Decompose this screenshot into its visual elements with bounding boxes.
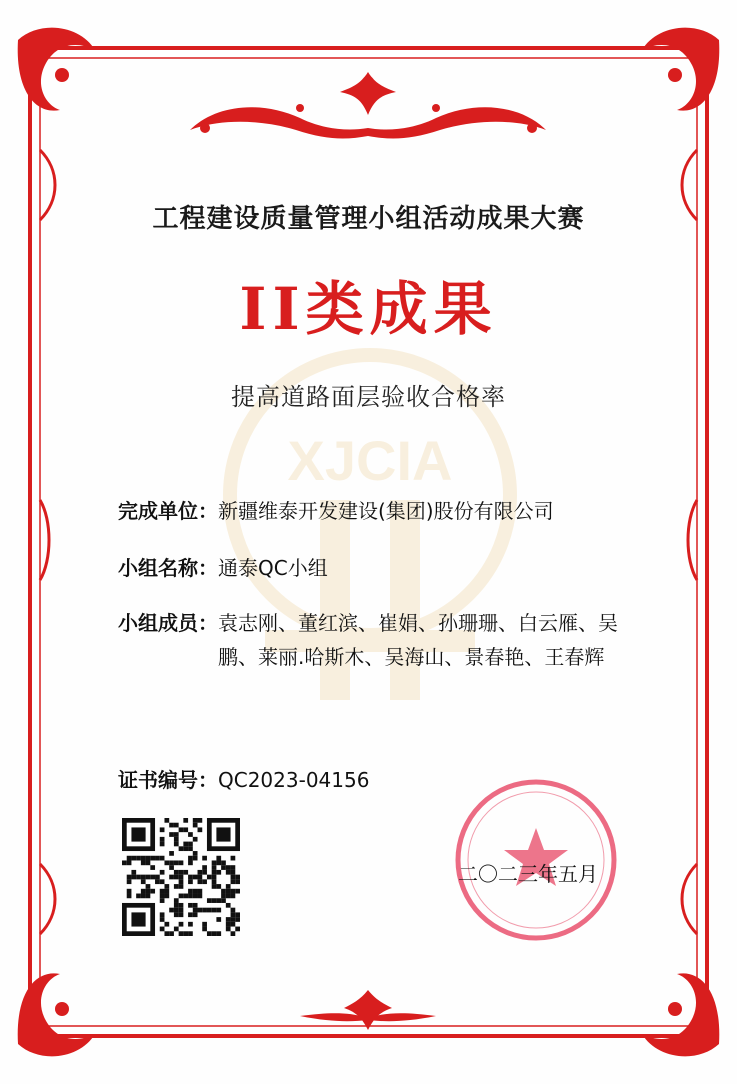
certificate-number-row — [118, 764, 369, 793]
group-name-label: 小组名称： — [118, 556, 218, 580]
completion-unit-label: 完成单位： — [118, 499, 218, 523]
certificate-number-label: 证书编号： — [118, 768, 218, 792]
members-row — [118, 606, 618, 674]
members-line-1: 袁志刚、董红滨、崔娟、孙珊珊、白云雁、吴 — [218, 611, 618, 635]
watermark-text: XJCIA — [287, 429, 453, 492]
certificate-title: 工程建设质量管理小组活动成果大赛 — [152, 204, 585, 234]
award-level: II类成果 — [239, 275, 498, 343]
members-line-2: 鹏、莱丽.哈斯木、吴海山、景春艳、王春辉 — [218, 645, 605, 669]
completion-unit-row — [118, 495, 554, 524]
completion-unit-value: 新疆维泰开发建设(集团)股份有限公司 — [218, 499, 554, 523]
issue-date: 二〇二三年五月 — [458, 862, 598, 886]
qr-code-icon[interactable] — [122, 818, 240, 936]
project-name: 提高道路面层验收合格率 — [231, 383, 506, 411]
certificate-number-value: QC2023-04156 — [218, 768, 370, 792]
group-name-value: 通泰QC小组 — [218, 556, 328, 580]
members-label: 小组成员： — [118, 611, 218, 635]
group-name-row — [118, 552, 328, 581]
